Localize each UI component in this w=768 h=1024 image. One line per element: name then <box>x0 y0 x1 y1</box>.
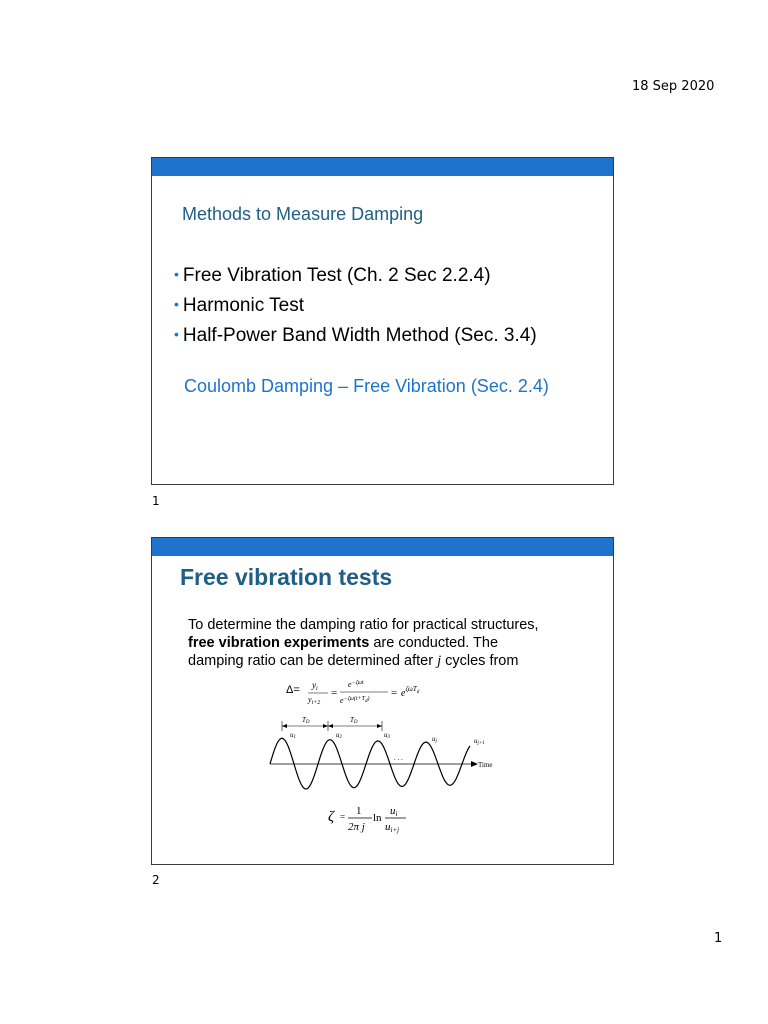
svg-text:1: 1 <box>356 805 362 817</box>
svg-text:e−ζω(t+Td): $e^{-\zeta\omega(t+T}_d^)$ <box>340 696 370 705</box>
svg-text:e−ζωt: $e^{-\zeta\omega t}$ <box>348 680 364 689</box>
page-number: 1 <box>714 931 723 946</box>
period-label-2: TD <box>350 716 358 725</box>
svg-text:ζ: ζ <box>328 809 335 825</box>
bullet-item: • Half-Power Band Width Method (Sec. 3.4) <box>174 325 537 346</box>
bullet-dot-icon: • <box>174 326 179 342</box>
slide-1-subtitle: Coulomb Damping – Free Vibration (Sec. 2.4) <box>184 376 549 396</box>
time-axis-arrow-icon <box>471 761 478 767</box>
slide-1-bullet-list <box>174 261 537 351</box>
peak-label-u3: u3 <box>384 731 390 740</box>
slide-2-number: 2 <box>152 873 160 887</box>
slide-2-paragraph: To determine the damping ratio for practical structures, free vibration experiments are conducted. The damping ratio can be determined after j cycles from <box>188 617 539 669</box>
svg-text:yi+2: $y_{i+2}$ <box>308 695 321 706</box>
bullet-item: • Harmonic Test <box>174 295 304 316</box>
peak-label-uj: uj <box>432 735 437 744</box>
svg-text:=: = <box>340 812 346 822</box>
print-date: 18 Sep 2020 <box>632 79 715 94</box>
bullet-item: • Free Vibration Test (Ch. 2 Sec 2.2.4) <box>174 265 491 286</box>
slide-1 <box>151 157 614 485</box>
peak-label-u2: u2 <box>336 731 342 740</box>
slide-1-header-bar <box>152 158 613 176</box>
slide-1-number: 1 <box>152 494 160 508</box>
slide-1-title: Methods to Measure Damping <box>182 204 424 224</box>
period-label-1: TD <box>302 716 310 725</box>
slide-2-title: Free vibration tests <box>180 564 393 590</box>
svg-text:ln: ln <box>373 812 382 824</box>
svg-text:2π j: 2π j <box>348 821 365 833</box>
damping-equation-1 <box>286 679 420 706</box>
ellipsis-label: . . . <box>394 754 403 762</box>
slide-2 <box>151 537 614 865</box>
svg-text:eζωTd: $e^{\zeta\omega T}_d$ <box>401 685 420 699</box>
bullet-dot-icon: • <box>174 266 179 282</box>
time-axis-label: Time <box>478 761 493 769</box>
svg-text:=: = <box>331 687 338 699</box>
svg-text:ui+j: ui+j <box>385 821 400 834</box>
svg-text:yi: $y_i$ <box>312 680 318 692</box>
svg-text:ui: ui <box>390 805 398 818</box>
slide-2-figure <box>152 538 615 866</box>
damping-equation-2 <box>328 805 406 834</box>
svg-text:=: = <box>391 687 398 699</box>
peak-labels <box>290 731 485 746</box>
bullet-dot-icon: • <box>174 296 179 312</box>
period-markers <box>282 716 382 731</box>
svg-text:Δ=: Δ= <box>286 684 300 696</box>
peak-label-uj1: uj+1 <box>474 737 485 746</box>
peak-label-u1: u1 <box>290 731 296 740</box>
